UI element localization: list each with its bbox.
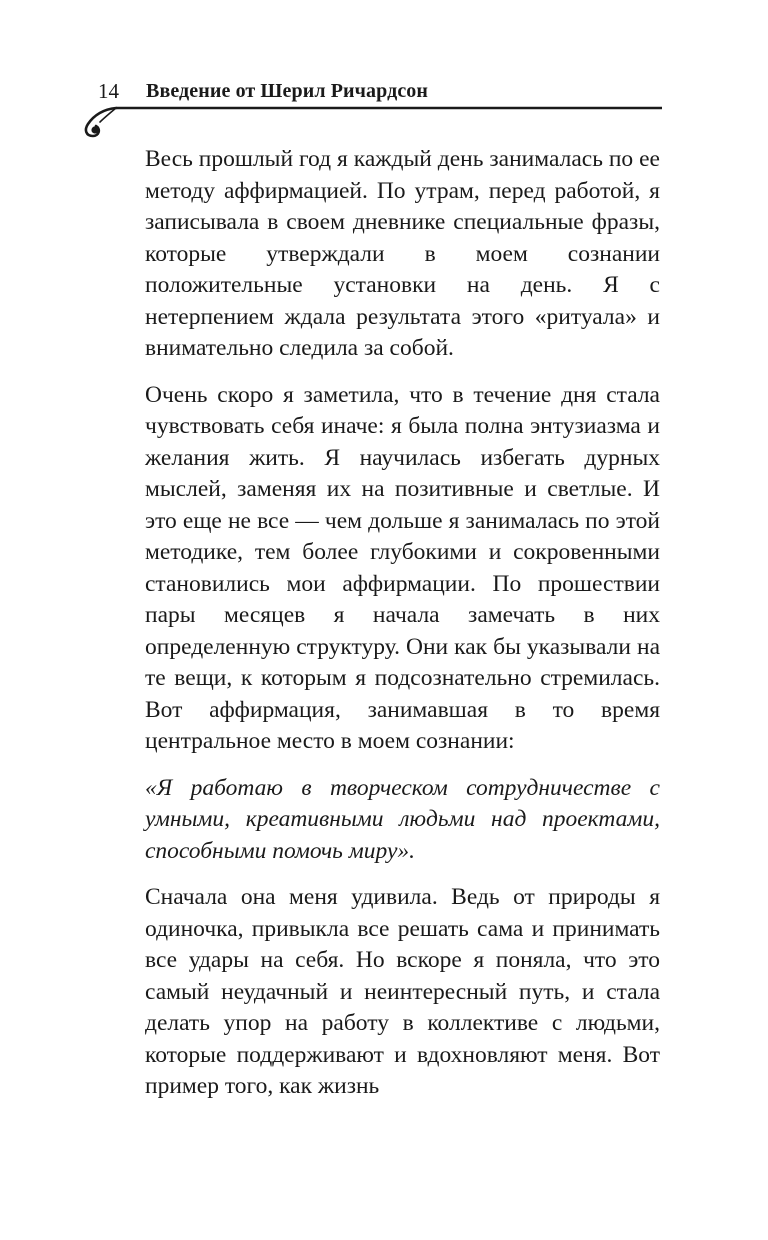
- flourish-rule-icon: [74, 98, 664, 140]
- running-title: Введение от Шерил Ричардсон: [146, 80, 429, 102]
- body-text: [145, 144, 660, 1118]
- paragraph: Очень скоро я заметила, что в течение дня стала чувствовать себя иначе: я была полна энтузиазма и желания жить. Я научилась избегать дурных мыслей, заменяя их на позитивные и светлые. И это еще не все — чем дольше я занималась по этой методике, тем более глубокими и сокровенными становились мои аффирмации. По прошествии пары месяцев я начала замечать в них определенную структуру. Они как бы указывали на те вещи, к которым я подсознательно стремилась. Вот аффирмация, занимавшая в то время центральное место в моем сознании:: [145, 381, 660, 754]
- affirmation-quote: «Я работаю в творческом сотрудничестве с умными, креативными людьми над проектами, способными помочь миру».: [145, 774, 660, 864]
- paragraph: Весь прошлый год я каждый день занималась по ее методу аффирмацией. По утрам, перед работой, я записывала в своем дневнике специальные фразы, которые утверждали в моем сознании положительные установки на день. Я с нетерпением ждала результата этого «ритуала» и внимательно следила за собой.: [145, 146, 660, 361]
- paragraph: Сначала она меня удивила. Ведь от природы я одиночка, привыкла все решать сама и принимать все удары на себя. Но вскоре я поняла, что это самый неудачный и неинтересный путь, и стала делать упор на работу в коллективе с людьми, которые поддерживают и вдохновляют меня. Вот пример того, как жизнь: [145, 884, 660, 1099]
- page-number: 14: [98, 79, 119, 103]
